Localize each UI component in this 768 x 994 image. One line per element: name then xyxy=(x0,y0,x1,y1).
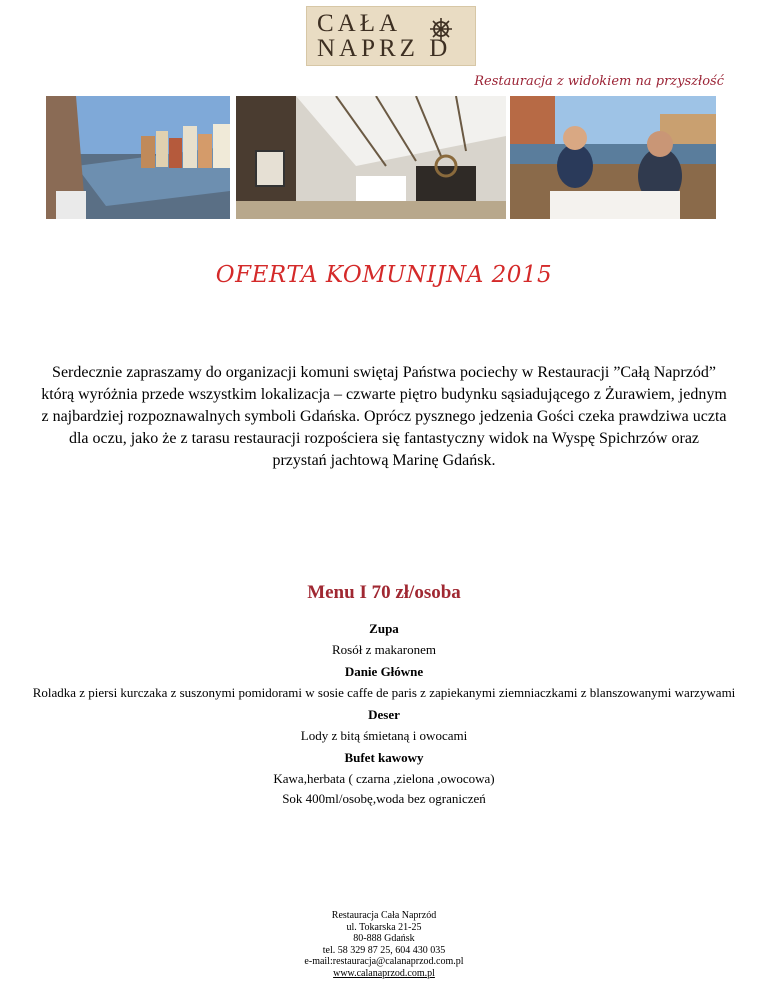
menu-category-main: Danie Główne xyxy=(344,664,424,679)
photo-motlawa-riverside xyxy=(46,96,230,219)
photo-terrace-guests xyxy=(510,96,716,219)
menu-list xyxy=(30,618,738,811)
menu-item-dessert: Lody z bitą śmietaną i owocami xyxy=(300,728,468,743)
restaurant-logo xyxy=(306,6,476,66)
menu-item-drinks: Sok 400ml/osobę,woda bez ograniczeń xyxy=(282,791,486,806)
offer-title: OFERTA KOMUNIJNA 2015 xyxy=(215,262,553,288)
footer-phone: tel. 58 329 87 25, 604 430 035 xyxy=(322,944,446,956)
photo-restaurant-interior xyxy=(236,96,506,219)
logo-line-2: NAPRZ D xyxy=(317,35,452,62)
footer-city: 80-888 Gdańsk xyxy=(353,933,415,944)
menu-category-coffee-buffet: Bufet kawowy xyxy=(344,750,424,765)
tagline: Restauracja z widokiem na przyszłość xyxy=(474,74,724,89)
menu-title: Menu I 70 zł/osoba xyxy=(307,582,461,603)
logo-line-1: CAŁA xyxy=(317,10,402,37)
menu-item-soup: Rosół z makaronem xyxy=(332,642,436,657)
intro-paragraph: Serdecznie zapraszamy do organizacji komuni swiętaj Państwa pociechy w Restauracji ”Całą Naprzód” którą wyróżnia przede wszystkim lokalizacja – czwarte piętro budynku sąsiadującego z Żurawiem, jednym z najbardziej rozpoznawalnych symboli Gdańska. Oprócz pysznego jedzenia Gości czeka prawdziwa uczta dla oczu, jako że z tarasu restauracji rozpościera się fantastyczny widok na Wyspę Spichrzów oraz przystań jachtową Marinę Gdańsk. xyxy=(41,364,727,469)
footer-name: Restauracja Cała Naprzód xyxy=(331,910,437,921)
menu-item-coffee-buffet: Kawa,herbata ( czarna ,zielona ,owocowa) xyxy=(273,771,495,786)
menu-category-dessert: Deser xyxy=(368,707,400,722)
footer-street: ul. Tokarska 21-25 xyxy=(346,921,422,933)
photo-strip xyxy=(46,96,716,219)
footer-website-link[interactable]: www.calanaprzod.com.pl xyxy=(333,967,435,979)
footer-email[interactable]: e-mail:restauracja@calanaprzod.com.pl xyxy=(304,956,464,967)
menu-item-main: Roladka z piersi kurczaka z suszonymi pomidorami w sosie caffe de paris z zapiekanymi ziemniaczkami z blanszowanymi warzywami xyxy=(32,685,736,700)
ship-wheel-icon xyxy=(429,17,453,41)
menu-category-soup: Zupa xyxy=(369,621,399,636)
contact-footer xyxy=(0,910,768,979)
